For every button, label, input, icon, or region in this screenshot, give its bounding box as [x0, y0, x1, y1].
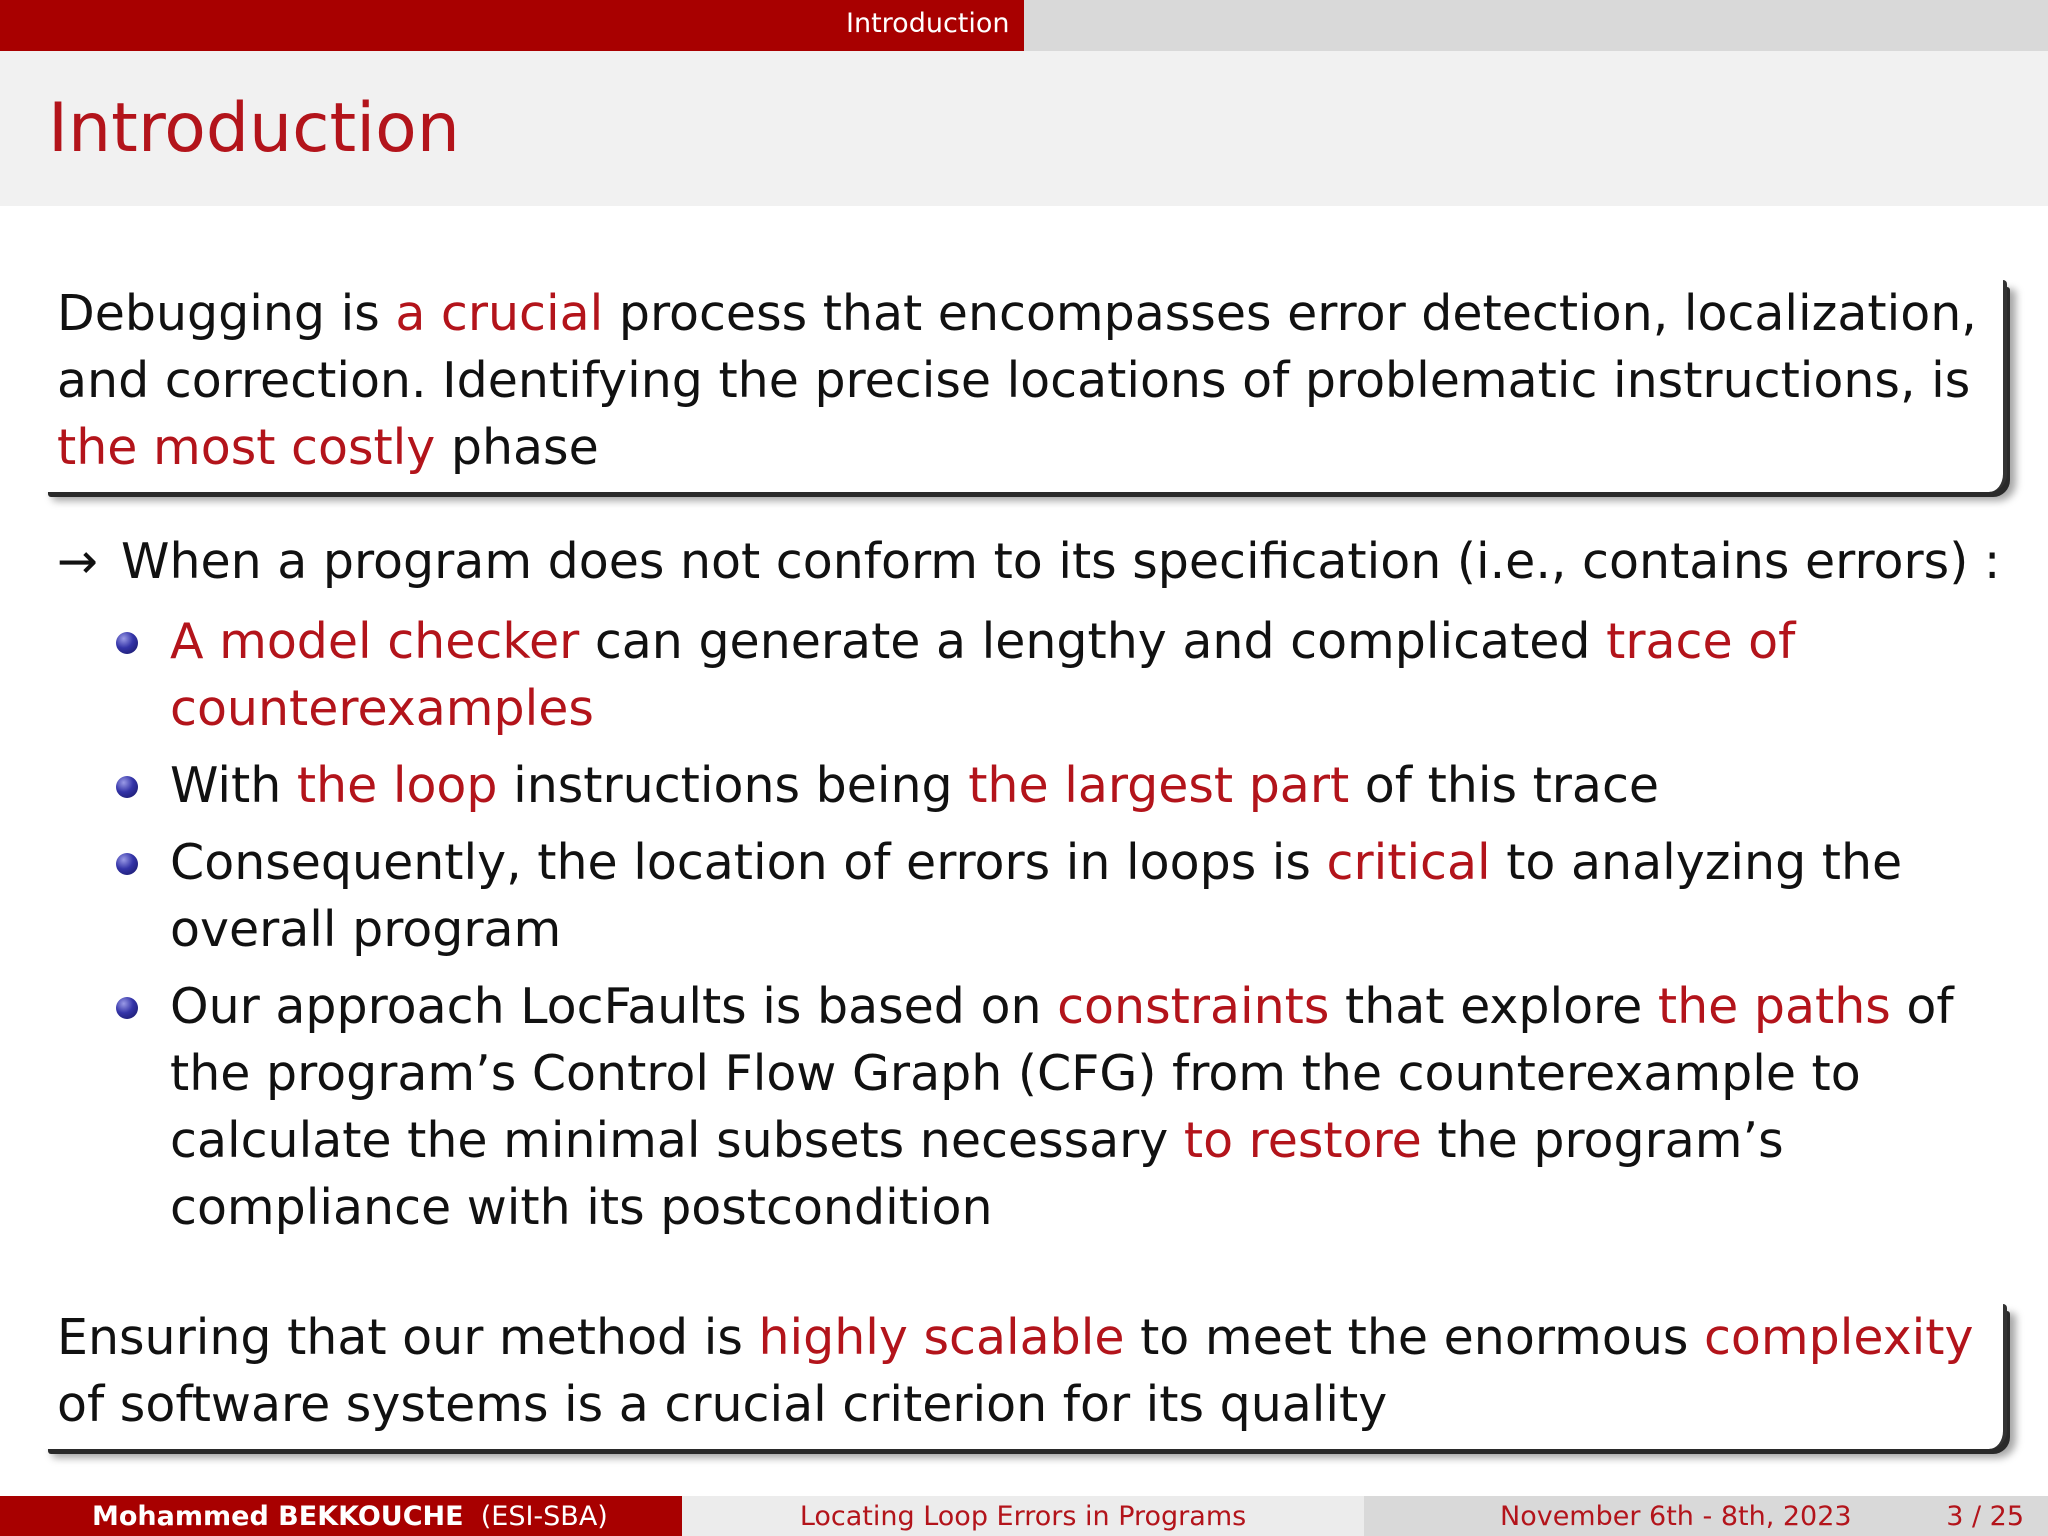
emphasis-run: the largest part	[968, 757, 1350, 814]
text-run: the program’s compliance with its postcondition	[170, 1112, 1784, 1236]
list-item	[110, 829, 2010, 963]
text-run: Debugging is	[57, 285, 396, 342]
emphasis-run: a crucial	[395, 285, 604, 342]
text-run: Consequently, the location of errors in loops is	[170, 834, 1327, 891]
emphasis-run: the most costly	[57, 419, 436, 476]
section-navigation-bar	[0, 0, 2048, 51]
text-run: process that encompasses error detection, localization, and correction. Identifying the precise locations of problematic instructions, is	[57, 285, 1977, 409]
page-number: 3 / 25	[1946, 1500, 2024, 1532]
talk-title: Locating Loop Errors in Programs	[799, 1500, 1247, 1532]
lead-text: When a program does not conform to its specification (i.e., contains errors) :	[121, 533, 2001, 590]
list-item	[110, 973, 2010, 1241]
emphasis-run: highly scalable	[758, 1309, 1125, 1366]
text-run: to meet the enormous	[1124, 1309, 1704, 1366]
emphasis-run: critical	[1326, 834, 1491, 891]
footer-author	[0, 1496, 682, 1536]
bullet-list	[110, 608, 2010, 1251]
list-item	[110, 752, 2010, 819]
slide-footer	[0, 1496, 2048, 1536]
text-run: Our approach LocFaults is based on	[170, 978, 1058, 1035]
emphasis-run: the paths	[1657, 978, 1891, 1035]
text-run: With	[170, 757, 297, 814]
text-run: to analyzing the overall program	[170, 834, 1903, 958]
nav-section-active[interactable]	[0, 0, 1024, 51]
emphasis-run: trace of counterexamples	[170, 613, 1796, 737]
highlight-box-top	[43, 280, 2007, 492]
text-run: of the program’s Control Flow Graph (CFG) from the counterexample to calculate the minimal subsets necessary	[170, 978, 1954, 1169]
bullet-ball-icon	[116, 632, 138, 654]
emphasis-run: complexity	[1703, 1309, 1974, 1366]
highlight-box-bottom	[43, 1304, 2007, 1449]
emphasis-run: constraints	[1057, 978, 1330, 1035]
text-run: instructions being	[497, 757, 969, 814]
emphasis-run: the loop	[296, 757, 498, 814]
text-run: Ensuring that our method is	[57, 1309, 759, 1366]
bullet-ball-icon	[116, 776, 138, 798]
lead-line	[57, 528, 2000, 595]
nav-section-label: Introduction	[846, 8, 1010, 39]
list-item	[110, 608, 2010, 742]
frame-title: Introduction	[48, 89, 460, 168]
box-bottom-text	[43, 1304, 2003, 1438]
right-arrow-icon: →	[57, 533, 99, 590]
box-top-text	[43, 280, 2003, 481]
text-run: phase	[435, 419, 599, 476]
text-run: of software systems is a crucial criterion for its quality	[57, 1376, 1388, 1433]
bullet-ball-icon	[116, 853, 138, 875]
text-run: of this trace	[1349, 757, 1660, 814]
talk-date: November 6th - 8th, 2023	[1500, 1500, 1852, 1532]
emphasis-run: to restore	[1183, 1112, 1422, 1169]
author-name: Mohammed BEKKOUCHE	[92, 1500, 464, 1532]
emphasis-run: A model checker	[170, 613, 580, 670]
footer-talk-title	[682, 1496, 1364, 1536]
author-affiliation: (ESI-SBA)	[480, 1500, 608, 1532]
text-run: can generate a lengthy and complicated	[579, 613, 1607, 670]
text-run: that explore	[1329, 978, 1658, 1035]
bullet-ball-icon	[116, 997, 138, 1019]
footer-date-page	[1364, 1496, 2048, 1536]
